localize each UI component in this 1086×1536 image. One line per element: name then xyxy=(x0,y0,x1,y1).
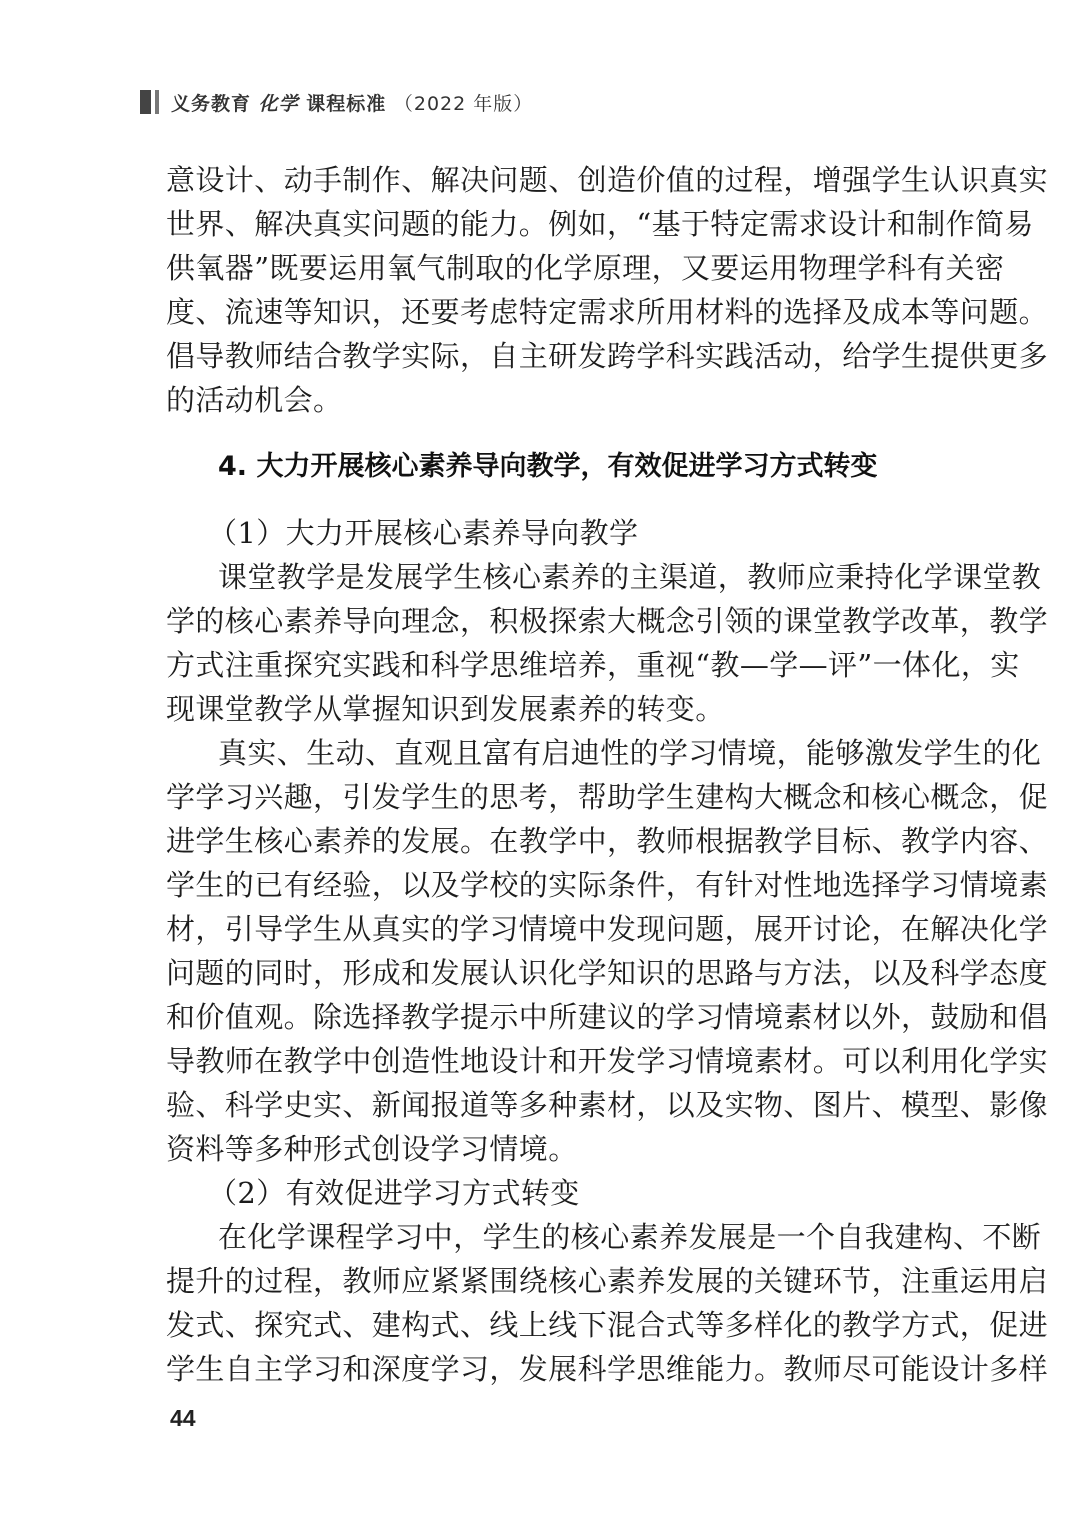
subheading-text: （1）大力开展核心素养导向教学 xyxy=(208,516,639,550)
text-line-content: 提升的过程，教师应紧紧围绕核心素养发展的关键环节，注重运用启 xyxy=(166,1264,1049,1298)
text-line-content: 意设计、动手制作、解决问题、创造价值的过程，增强学生认识真实 xyxy=(166,163,1049,197)
header-part-3: 课程标准 xyxy=(298,92,394,115)
text-line-content: 在化学课程学习中，学生的核心素养发展是一个自我建构、不断 xyxy=(218,1220,1042,1254)
running-header xyxy=(140,88,533,116)
text-line-content: 倡导教师结合教学实际，自主研发跨学科实践活动，给学生提供更多 xyxy=(166,339,1049,373)
text-line-content: 课堂教学是发展学生核心素养的主渠道，教师应秉持化学课堂教 xyxy=(218,560,1042,594)
text-line-content: 学学习兴趣，引发学生的思考，帮助学生建构大概念和核心概念，促 xyxy=(166,780,1049,814)
subheading-text: （2）有效促进学习方式转变 xyxy=(208,1176,580,1210)
text-line-content: 发式、探究式、建构式、线上线下混合式等多样化的教学方式，促进 xyxy=(166,1308,1049,1342)
text-line-content: 现课堂教学从掌握知识到发展素养的转变。 xyxy=(166,692,725,726)
text-line-content: 问题的同时，形成和发展认识化学知识的思路与方法，以及科学态度 xyxy=(166,956,1049,990)
header-part-1: 义务教育 xyxy=(171,92,259,115)
header-part-4: （2022 年版） xyxy=(393,92,534,115)
text-line-content: 资料等多种形式创设学习情境。 xyxy=(166,1132,578,1166)
header-bar-thin xyxy=(155,90,159,114)
text-line-content: 度、流速等知识，还要考虑特定需求所用材料的选择及成本等问题。 xyxy=(166,295,1049,329)
header-part-2: 化学 xyxy=(258,92,299,115)
text-line-content: 学的核心素养导向理念，积极探索大概念引领的课堂教学改革，教学 xyxy=(166,604,1049,638)
text-line-content: 世界、解决真实问题的能力。例如，“基于特定需求设计和制作简易 xyxy=(166,207,1034,241)
header-bar-thick xyxy=(140,90,151,114)
text-line-content: 的活动机会。 xyxy=(166,383,343,417)
text-line-content: 材，引导学生从真实的学习情境中发现问题，展开讨论，在解决化学 xyxy=(166,912,1049,946)
text-line-content: 验、科学史实、新闻报道等多种素材，以及实物、图片、模型、影像 xyxy=(166,1088,1049,1122)
text-line-content: 进学生核心素养的发展。在教学中，教师根据教学目标、教学内容、 xyxy=(166,824,1049,858)
text-line-content: 和价值观。除选择教学提示中所建议的学习情境素材以外，鼓励和倡 xyxy=(166,1000,1049,1034)
header-bar-icon xyxy=(140,90,159,114)
text-line-content: 导教师在教学中创造性地设计和开发学习情境素材。可以利用化学实 xyxy=(166,1044,1049,1078)
text-line-content: 供氧器”既要运用氧气制取的化学原理，又要运用物理学科有关密 xyxy=(166,251,1005,285)
text-line-content: 方式注重探究实践和科学思维培养，重视“教—学—评”一体化，实 xyxy=(166,648,1020,682)
header-title xyxy=(171,89,533,116)
page-number: 44 xyxy=(170,1405,196,1431)
text-line-content: 学生自主学习和深度学习，发展科学思维能力。教师尽可能设计多样 xyxy=(166,1352,1049,1386)
text-line-content: 学生的已有经验，以及学校的实际条件，有针对性地选择学习情境素 xyxy=(166,868,1049,902)
text-line-content: 真实、生动、直观且富有启迪性的学习情境，能够激发学生的化 xyxy=(218,736,1042,770)
section-heading: 4. 大力开展核心素养导向教学，有效促进学习方式转变 xyxy=(218,451,878,482)
